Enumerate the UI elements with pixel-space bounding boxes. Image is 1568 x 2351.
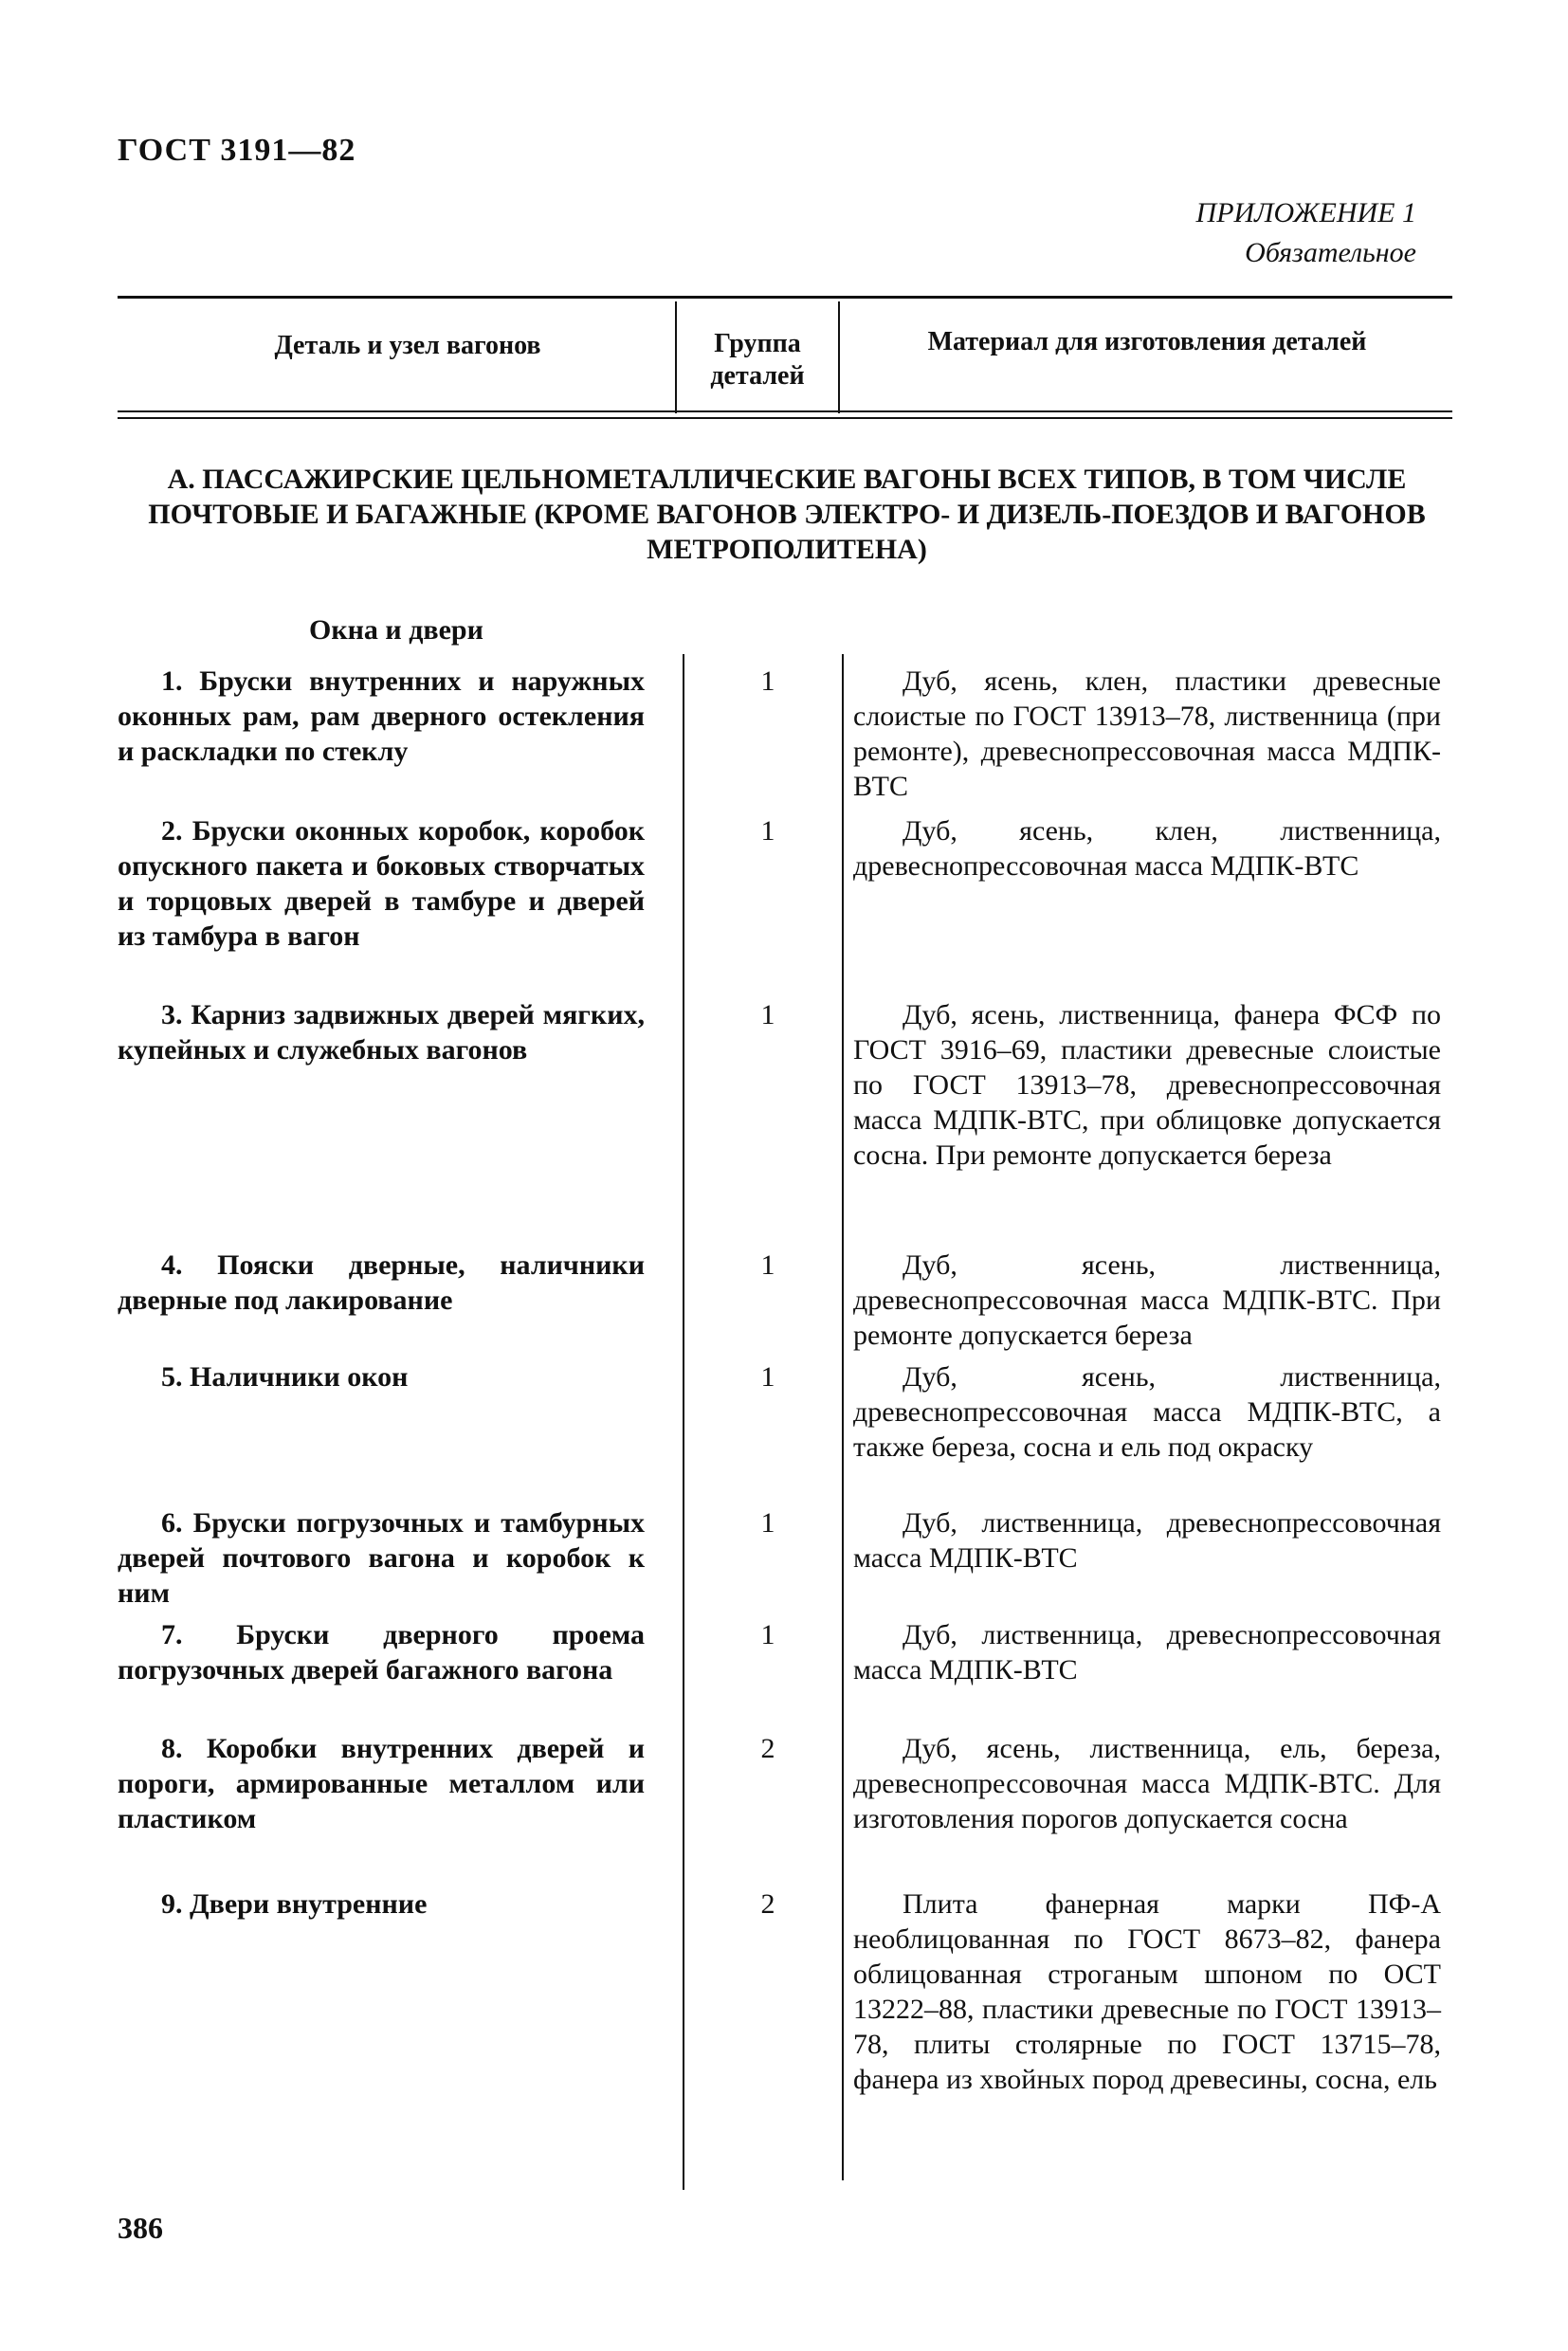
row-material: Дуб, ясень, лиственница, ель, береза, древеснопрессовочная масса МДПК-ВТС. Для изготовления порогов допускается сосна — [853, 1733, 1441, 1834]
body-divider-left — [683, 654, 684, 2190]
row-part-name: 4. Пояски дверные, наличники дверные под лакирование — [118, 1249, 645, 1316]
row-material: Дуб, ясень, лиственница, фанера ФСФ по ГОСТ 3916–69, пластики древесные слоистые по ГОСТ 13913–78, древеснопрессовочная масса МДПК-ВТС, при облицовке допускается сосна. При ремонте допускается береза — [853, 999, 1441, 1171]
row-group: 1 — [760, 665, 775, 697]
column-header-part: Деталь и узел вагонов — [274, 331, 541, 360]
row-group: 1 — [760, 1619, 775, 1650]
row-group: 1 — [760, 1249, 775, 1281]
column-header-group-line2: деталей — [710, 361, 805, 391]
row-part-name: 6. Бруски погрузочных и тамбурных дверей почтового вагона и коробок к ним — [118, 1507, 645, 1609]
appendix-status: Обязательное — [1245, 237, 1416, 268]
body-divider-right — [842, 654, 844, 2180]
column-header-material: Материал для изготовления деталей — [927, 327, 1367, 356]
column-header-group — [679, 328, 836, 392]
document-code: ГОСТ 3191—82 — [118, 133, 356, 168]
row-part-name: 2. Бруски оконных коробок, коробок опускного пакета и боковых створчатых и торцовых дверей в тамбуре и дверей из тамбура в вагон — [118, 815, 645, 952]
section-title: А. ПАССАЖИРСКИЕ ЦЕЛЬНОМЕТАЛЛИЧЕСКИЕ ВАГОНЫ ВСЕХ ТИПОВ, В ТОМ ЧИСЛЕ ПОЧТОВЫЕ И БАГАЖНЫЕ (КРОМЕ ВАГОНОВ ЭЛЕКТРО- И ДИЗЕЛЬ-ПОЕЗДОВ И ВАГОНОВ МЕТРОПОЛИТЕНА) — [148, 464, 1426, 565]
row-material: Дуб, ясень, клен, лиственница, древеснопрессовочная масса МДПК-ВТС — [853, 815, 1441, 882]
row-material: Дуб, лиственница, древеснопрессовочная масса МДПК-ВТС — [853, 1619, 1441, 1686]
table-header-bottom-rule — [118, 410, 1452, 412]
row-group: 1 — [760, 815, 775, 847]
subsection-title: Окна и двери — [309, 614, 483, 646]
table-header-bottom-rule-double — [118, 417, 1452, 419]
row-material: Плита фанерная марки ПФ-А необлицованная по ГОСТ 8673–82, фанера облицованная строганым шпоном по ОСТ 13222–88, пластики древесные по ГОСТ 13913–78, плиты столярные по ГОСТ 13715–78, фанера из хвойных пород древесины, сосна, ель — [853, 1888, 1441, 2095]
page-number: 386 — [118, 2211, 163, 2245]
row-material: Дуб, ясень, клен, пластики древесные слоистые по ГОСТ 13913–78, лиственница (при ремонте), древеснопрессовочная масса МДПК-ВТС — [853, 665, 1441, 802]
row-part-name: 3. Карниз задвижных дверей мягких, купейных и служебных вагонов — [118, 999, 645, 1066]
row-part-name: 5. Наличники окон — [161, 1361, 409, 1393]
row-material: Дуб, ясень, лиственница, древеснопрессовочная масса МДПК-ВТС, а также береза, сосна и ель под окраску — [853, 1361, 1441, 1463]
appendix-title: ПРИЛОЖЕНИЕ 1 — [1195, 197, 1416, 228]
row-group: 2 — [760, 1733, 775, 1764]
row-part-name: 1. Бруски внутренних и наружных оконных рам, рам дверного остекления и раскладки по стеклу — [118, 665, 645, 767]
row-group: 2 — [760, 1888, 775, 1920]
header-divider-left — [675, 301, 677, 413]
row-part-name: 9. Двери внутренние — [161, 1888, 428, 1920]
table-top-rule — [118, 296, 1452, 299]
row-group: 1 — [760, 1507, 775, 1539]
row-part-name: 8. Коробки внутренних дверей и пороги, армированные металлом или пластиком — [118, 1733, 645, 1834]
column-header-group-line1: Группа — [714, 329, 801, 358]
row-material: Дуб, лиственница, древеснопрессовочная масса МДПК-ВТС — [853, 1507, 1441, 1574]
header-divider-right — [838, 301, 840, 413]
row-part-name: 7. Бруски дверного проема погрузочных дверей багажного вагона — [118, 1619, 645, 1686]
row-group: 1 — [760, 1361, 775, 1393]
row-group: 1 — [760, 999, 775, 1030]
row-material: Дуб, ясень, лиственница, древеснопрессовочная масса МДПК-ВТС. При ремонте допускается береза — [853, 1249, 1441, 1351]
